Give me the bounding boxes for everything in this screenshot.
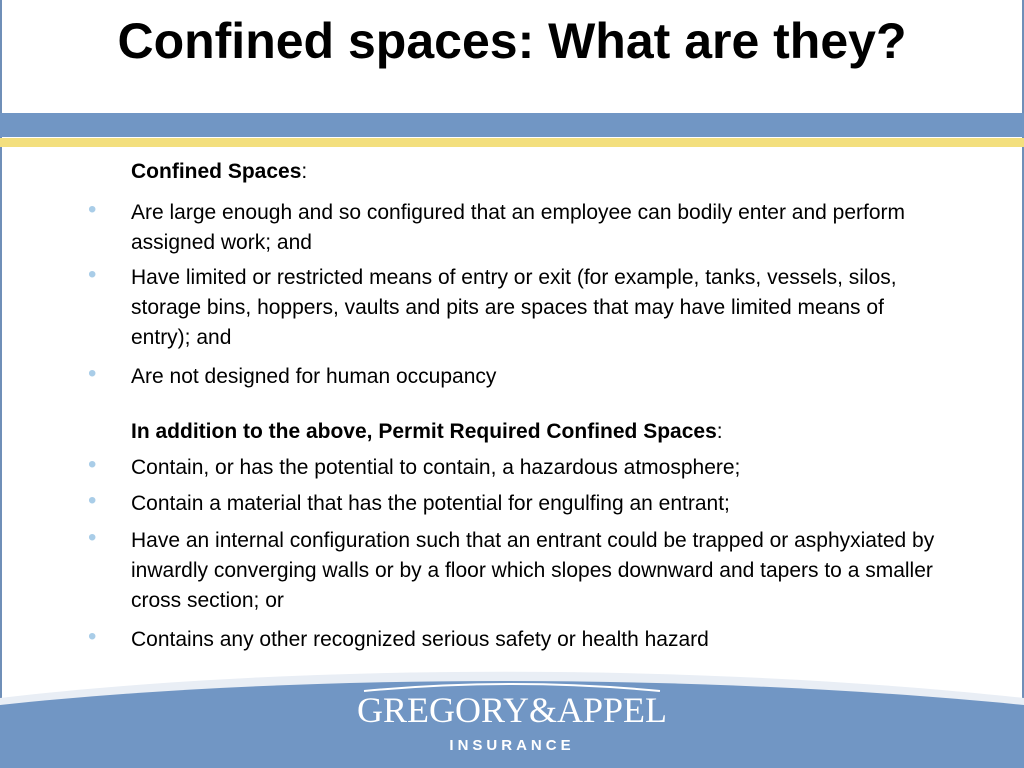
circle-bullet-icon: • [88,451,97,478]
circle-bullet-icon: • [88,196,97,223]
circle-bullet-icon: • [88,360,97,387]
list-item [88,625,908,655]
bullet-text: Contain a material that has the potential for engulfing an entrant; [131,492,730,515]
list-item [88,489,908,519]
list-item [88,198,908,258]
logo-brand-text: GREGORY&APPEL [356,690,668,730]
list-item [88,524,935,616]
list-item [88,263,908,353]
bullet-text: Contain, or has the potential to contain, a hazardous atmosphere; [131,456,741,479]
circle-bullet-icon: • [88,623,97,650]
section-heading-bold: Confined Spaces [131,160,302,183]
bullet-text: Contains any other recognized serious safety or health hazard [131,628,709,651]
section-heading-colon: : [716,420,723,443]
slide-title-text: Confined spaces: What are they? [117,13,907,69]
logo-subtitle: INSURANCE [449,737,575,754]
section-heading-confined-spaces [131,158,307,186]
bullet-text: Have an internal configuration such that an entrant could be trapped or asphyxiated by inwardly converging walls or by a floor which slopes downward and tapers to a smaller cross section; or [131,529,935,612]
bullet-text: Are large enough and so configured that an employee can bodily enter and perform assigned work; and [131,201,906,254]
list-item [88,362,908,392]
circle-bullet-icon: • [88,487,97,514]
section-heading-colon: : [301,160,308,183]
section-heading-permit-required [131,418,723,446]
bullet-text: Have limited or restricted means of entry or exit (for example, tanks, vessels, silos, storage bins, hoppers, vaults and pits are spaces that may have limited means of entry); and [131,266,897,349]
circle-bullet-icon: • [88,524,97,551]
circle-bullet-icon: • [88,261,97,288]
section-heading-bold: In addition to the above, Permit Required Confined Spaces [131,420,717,443]
list-item [88,453,908,483]
bullet-text: Are not designed for human occupancy [131,365,497,388]
